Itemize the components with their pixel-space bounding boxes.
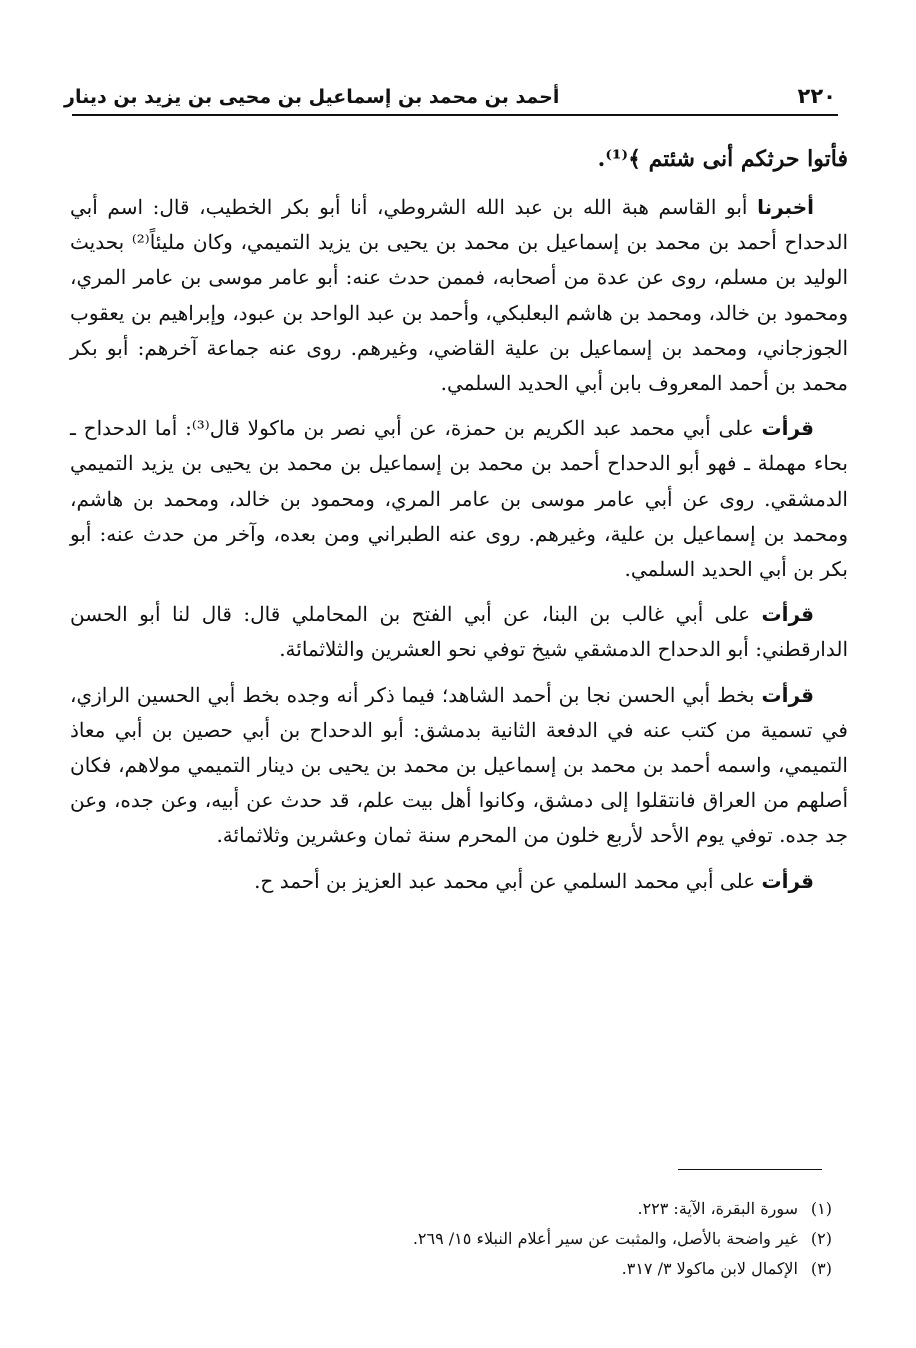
page-header [64,74,836,108]
footnote-3 [300,1254,832,1284]
paragraph-text: بخط أبي الحسن نجا بن أحمد الشاهد؛ فيما ذكر أنه وجده بخط أبي الحسين الرازي، في تسمية من كتب عنه في الدفعة الثانية بدمشق: أبو الدحداح بن أبي حصين بن أبي معاذ التميمي، واسمه أحمد بن محمد بن إسماعيل بن محمد بن يحيى بن دينار التميمي مولاهم، فكان أصلهم من العراق فانتقلوا إلى دمشق، وكانوا أهل بيت علم، قد حدث عن أبيه، وعن جده، وعن جد جده. توفي يوم الأحد لأربع خلون من المحرم سنة ثمان وعشرين وثلاثمائة. [70,682,848,848]
footnote-rule [678,1169,822,1170]
paragraph-text: على أبي غالب بن البنا، عن أبي الفتح بن المحاملي قال: قال لنا أبو الحسن الدارقطني: أبو الدحداح الدمشقي شيخ توفي نحو العشرين والثلاثمائة. [70,602,848,662]
paragraph-1 [70,190,848,401]
paragraph-lead: قرأت [761,868,814,893]
paragraph-5 [70,864,848,899]
paragraph-lead: أخبرنا [757,195,814,219]
footnote-number: (١) [810,1199,832,1218]
paragraph-text: أبو القاسم هبة الله بن عبد الله الشروطي، أنا أبو بكر الخطيب، قال: اسم أبي الدحداح أحمد بن محمد بن إسماعيل بن محمد بن يحيى بن يزيد التميمي، وكان مليئاً⁽²⁾ بحديث الوليد بن مسلم، روى عن عدة من أصحابه، فممن حدث عنه: أبو عامر موسى بن عامر المري، ومحمود بن خالد، ومحمد بن هاشم البعلبكي، وأحمد بن عبد الواحد بن عبود، وإبراهيم بن يعقوب الجوزجاني، ومحمد بن إسماعيل بن علية القاضي، وغيرهم. روى عنه جماعة آخرهم: أبو بكر محمد بن أحمد المعروف بابن أبي الحديد السلمي. [70,195,848,396]
footnote-text: سورة البقرة، الآية: ٢٢٣. [637,1199,798,1218]
footnote-number: (٣) [810,1259,832,1278]
footnotes [300,1194,832,1284]
paragraph-3 [70,597,848,667]
paragraph-4 [70,678,848,854]
footnote-text: غير واضحة بالأصل، والمثبت عن سير أعلام النبلاء ١٥/ ٢٦٩. [412,1229,798,1248]
paragraph-lead: قرأت [761,416,814,441]
footnote-2 [300,1224,832,1254]
page-number: ٢٢٠ [797,84,836,108]
header-rule [72,114,838,116]
footnote-text: الإكمال لابن ماكولا ٣/ ٣١٧. [621,1259,798,1278]
paragraph-text: على أبي محمد السلمي عن أبي محمد عبد العزيز بن أحمد ح. [254,868,762,893]
paragraph-text: على أبي محمد عبد الكريم بن حمزة، عن أبي نصر بن ماكولا قال⁽³⁾: أما الدحداح ـ بحاء مهملة ـ فهو أبو الدحداح أحمد بن محمد بن إسماعيل بن محمد بن يحيى بن يزيد التميمي الدمشقي. روى عن أبي عامر موسى بن عامر المري، ومحمود بن خالد، ومحمد بن هاشم، ومحمد بن إسماعيل بن علية، وغيرهم. روى عنه الطبراني ومن بعده، وآخر من حدث عنه: أبو بكر بن أبي الحديد السلمي. [70,416,848,582]
running-title: أحمد بن محمد بن إسماعيل بن محيى بن يزيد بن دينار [64,86,560,108]
paragraph-lead: قرأت [761,602,814,627]
quranic-verse: فأتوا حرثكم أنى شئتم ﴾⁽¹⁾. [597,146,848,172]
footnote-number: (٢) [810,1229,832,1248]
body-text [70,136,848,909]
footnote-1 [300,1194,832,1224]
paragraph-lead: قرأت [761,682,814,707]
paragraph-2 [70,411,848,587]
